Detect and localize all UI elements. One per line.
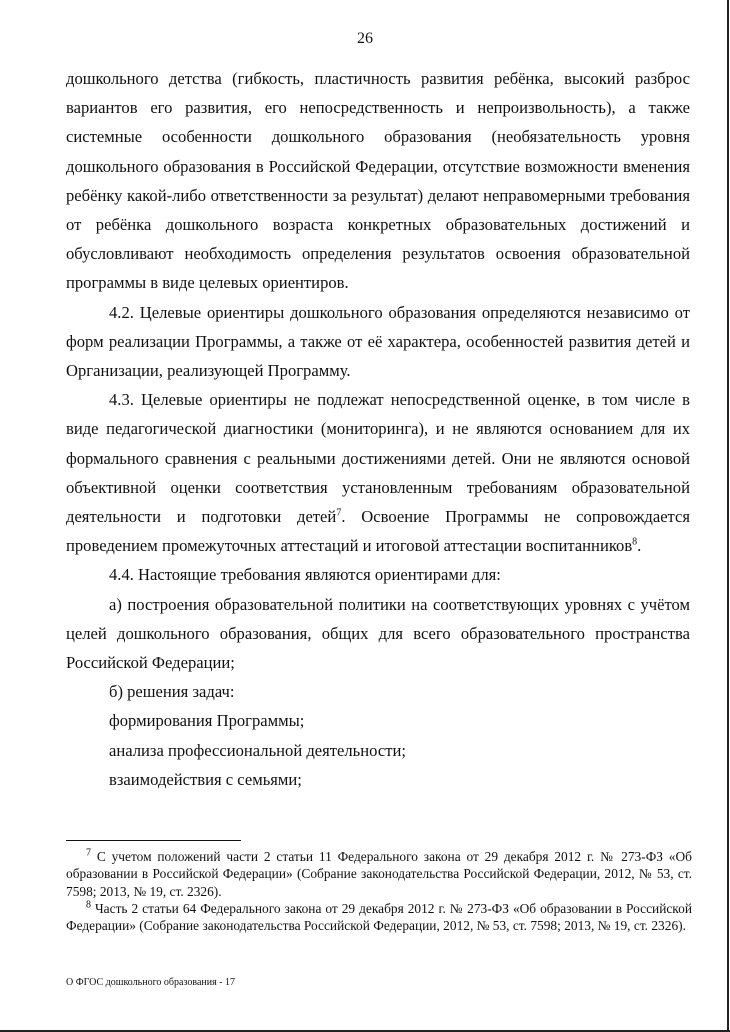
- paragraph-4-4-b: б) решения задач:: [109, 682, 235, 702]
- page-number: 26: [357, 30, 373, 47]
- paragraph-4-4-a: а) построения образовательной политики на соответствующих уровнях с учётом целей дошкольного образования, общих для всего образовательного пространства Российской Федерации;: [66, 594, 690, 673]
- list-item-program: формирования Программы;: [109, 711, 305, 731]
- list-item-analysis: анализа профессиональной деятельности;: [109, 740, 406, 760]
- footnote-divider: [66, 840, 241, 841]
- paragraph-4-3-text-2: Освоение Программы не сопровождается проведением промежуточных аттестаций и итоговой аттестации воспитанников: [66, 507, 691, 556]
- footnote-8-text: Часть 2 статьи 64 Федерального закона от 29 декабря 2012 г. № 273-ФЗ «Об образовании в Российской Федерации» (Собрание законодательства Российской Федерации, 2012, № 53, ст. 7598; 2013, № 19, ст. 2326).: [66, 900, 692, 934]
- footnotes: [66, 848, 692, 934]
- paragraph-4-4: 4.4. Настоящие требования являются ориентирами для:: [109, 565, 501, 585]
- body-text: [66, 64, 690, 794]
- footnote-7-number: 7: [86, 847, 91, 859]
- page-footer: О ФГОС дошкольного образования - 17: [66, 977, 236, 988]
- footnote-ref-7[interactable]: 7: [336, 507, 342, 519]
- footnote-7-text: С учетом положений части 2 статьи 11 Федерального закона от 29 декабря 2012 г. № 273-ФЗ «Об образовании в Российской Федерации» (Собрание законодательства Российской Федерации, 2012, № 53, ст. 7598; 2013, № 19, ст. 2326).: [66, 849, 692, 899]
- scan-edge-right: [727, 0, 729, 1032]
- footnote-ref-8[interactable]: 8: [632, 536, 638, 548]
- footnote-7: [66, 848, 692, 900]
- paragraph-4-3: 4.3. Целевые ориентиры не подлежат непосредственной оценке, в том числе в виде педагогической диагностики (мониторинга), и не являются основанием для их формального сравнения с реальными достижениями детей. Они не являются основой объективной оценки соответствия установленным требованиям образовательной деятельности и подготовки детей$^7$. Освоение Программы не сопровождается проведением промежуточных аттестаций и итоговой аттестации воспитанников$^8$.: [66, 390, 691, 556]
- footnote-8-number: 8: [86, 899, 91, 911]
- paragraph-intro: дошкольного детства (гибкость, пластичность развития ребёнка, высокий разброс вариантов его развития, его непосредственность и непроизвольность), а также системные особенности дошкольного образования (необязательность уровня дошкольного образования в Российской Федерации, отсутствие возможности вменения ребёнку какой-либо ответственности за результат) делают неправомерными требования от ребёнка дошкольного возраста конкретных образовательных достижений и обусловливают необходимость определения результатов освоения образовательной программы в виде целевых ориентиров.: [66, 69, 690, 293]
- paragraph-4-2: 4.2. Целевые ориентиры дошкольного образования определяются независимо от форм реализации Программы, а также от её характера, особенностей развития детей и Организации, реализующей Программу.: [66, 302, 690, 381]
- list-item-family: взаимодействия с семьями;: [109, 769, 302, 789]
- footnote-8: [66, 900, 692, 935]
- paragraph-4-3-text: 4.3. Целевые ориентиры не подлежат непосредственной оценке, в том числе в виде педагогической диагностики (мониторинга), и не являются основанием для их формального сравнения с реальными достижениями детей. Они не являются основой объективной оценки соответствия установленным требованиям образовательной деятельности и подготовки детей: [66, 390, 690, 527]
